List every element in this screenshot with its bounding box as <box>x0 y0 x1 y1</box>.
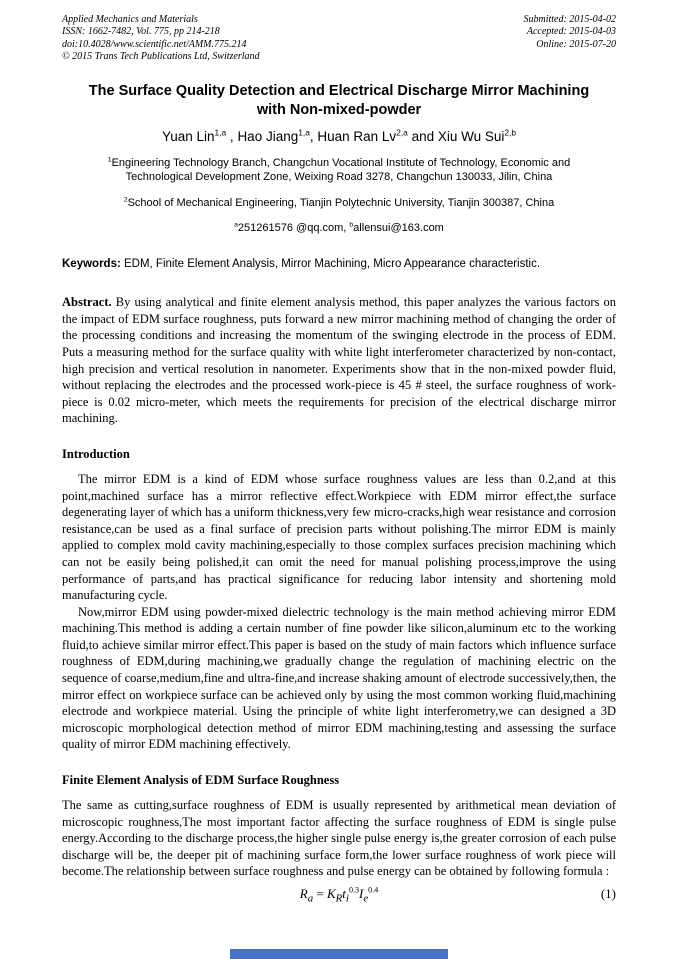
abstract-label: Abstract. <box>62 295 112 310</box>
section-introduction <box>62 447 616 753</box>
email-address: allensui@163.com <box>353 222 444 235</box>
journal-header-right <box>524 14 617 63</box>
paragraph: The mirror EDM is a kind of EDM whose surface roughness values are less than 0.2,and at this point,machined surface has a mirror reflective effect.Workpiece with EDM mirror effect,the surface degenerating layer of which has a uniform thickness,very few micro-cracks,high wear resistance and corrosion resistance,can be used as a final surface of precision parts without polishing.The mirror EDM is mainly applied to complex mold cavity machining,especially to those complex surfaces precision machining which can not be easily being polished,it can omit the need for manual polishing process,improve the using performance of parts,and has practical significance for reducing labor intensity and shortening mold manufacturing cycle. <box>62 471 616 603</box>
bottom-bar-decoration <box>230 949 448 959</box>
journal-copyright: © 2015 Trans Tech Publications Ltd, Switzerland <box>62 50 260 62</box>
equation-expression: $R_a = K_Rt_i^{0.3}I_e^{0.4}$ <box>299 885 379 905</box>
author-affil-marker: 1,a <box>214 127 227 138</box>
author <box>237 129 309 144</box>
paragraph: The same as cutting,surface roughness of EDM is usually represented by arithmetical mean deviation of microscopic roughness,The most important factor affecting the surface roughness of EDM is single pulse energy.According to the discharge process,the higher single pulse energy is,the greater corrosion of each pulse discharge will be, the deeper pit of machining surface form,the lower surface roughness of work piece will become.The relationship between surface roughness and pulse energy can be obtained by following formula : <box>62 798 616 879</box>
equation-number: (1) <box>600 886 616 901</box>
author-emails <box>62 222 616 234</box>
affiliation-text: School of Mechanical Engineering, Tianjin Polytechnic University, Tianjin 300387, China <box>127 197 555 210</box>
author-affil-marker: 1,a <box>298 127 310 138</box>
journal-doi: doi:10.4028/www.scientific.net/AMM.775.214 <box>62 38 247 50</box>
author-name: Xiu Wu Sui <box>437 129 505 145</box>
affiliation-text: Engineering Technology Branch, Changchun Vocational Institute of Technology, Economic and Technological Development Zone, Weixing Road 3278, Changchun 130033, Jilin, China <box>111 157 571 184</box>
abstract <box>62 294 616 427</box>
author <box>438 129 516 144</box>
section-heading: Finite Element Analysis of EDM Surface Roughness <box>62 773 340 788</box>
section-heading: Introduction <box>62 446 130 461</box>
author-affil-marker: 2,b <box>504 127 516 138</box>
accepted-date: Accepted: 2015-04-03 <box>526 26 616 38</box>
author-separator: and <box>407 129 438 145</box>
email-address: 251261576 @qq.com, <box>237 222 350 235</box>
equation-row <box>62 885 616 908</box>
keywords-line <box>62 258 616 270</box>
section-finite-element-analysis <box>62 773 616 880</box>
author-name: Hao Jiang <box>237 129 299 145</box>
affiliation-marker: 1 <box>107 156 112 164</box>
authors-line <box>62 129 616 144</box>
keywords-label: Keywords: <box>62 258 121 271</box>
author-name: Yuan Lin <box>161 129 215 145</box>
email-marker: a <box>234 221 238 229</box>
journal-name: Applied Mechanics and Materials <box>62 14 198 25</box>
affiliation-2 <box>88 196 590 210</box>
email-marker: b <box>349 221 354 229</box>
paper-title-line1: The Surface Quality Detection and Electrical Discharge Mirror Machining <box>88 83 590 100</box>
author <box>317 129 407 144</box>
affiliation-marker: 2 <box>123 196 128 204</box>
abstract-text: By using analytical and finite element analysis method, this paper analyzes the various factors on the impact of EDM surface roughness, puts forward a new mirror machining method of changing the order of the processing conditions and increasing the momentum of the swinging electrode in the process of EDM. Puts a measuring method for the surface quality with white light interferometer characterized by non-contact, high precision and vertical resolution in nanometer. Experiments show that in the non-mixed powder fluid, without replacing the electrodes and the processed work-piece is 45 # steel, the surface roughness of work-piece is 0.02 micro-meter, which meets the requirements for precision of the electrical discharge mirror machining. <box>62 295 616 426</box>
journal-issn-volume: ISSN: 1662-7482, Vol. 775, pp 214-218 <box>62 26 220 38</box>
paragraph: Now,mirror EDM using powder-mixed dielectric technology is the main method achieving mirror EDM machining.This method is adding a certain number of fine powder like silicon,aluminum etc to the working fluid,to achieve similar mirror effect.This paper is based on the study of main factors which influence surface roughness of EDM,during machining,we gradually change the regulation of machining electric on the sequence of coarse,medium,fine and ultra-fine,and increase shaking amount of electrode successively,then, the mirror effect on workpiece surface can be achieved only by using the most common working fluid,machining electrode and workpiece material. Using the principle of white light interferometry,we can designed a 3D microscopic morphological detection method of mirror EDM machining,testing and assessing the surface quality of mirror EDM machining effectively. <box>62 604 616 752</box>
author-name: Huan Ran Lv <box>317 129 397 145</box>
online-date: Online: 2015-07-20 <box>536 38 616 50</box>
author-separator: , <box>226 129 238 145</box>
journal-header-left <box>62 14 260 63</box>
author-affil-marker: 2,a <box>396 127 408 138</box>
journal-header <box>62 14 616 63</box>
paper-title <box>62 82 616 119</box>
affiliation-1 <box>88 156 590 184</box>
author-separator: , <box>309 129 318 145</box>
keywords-text: EDM, Finite Element Analysis, Mirror Machining, Micro Appearance characteristic. <box>120 258 541 271</box>
author <box>162 129 226 144</box>
paper-title-line2: with Non-mixed-powder <box>256 101 422 118</box>
submitted-date: Submitted: 2015-04-02 <box>523 14 616 25</box>
